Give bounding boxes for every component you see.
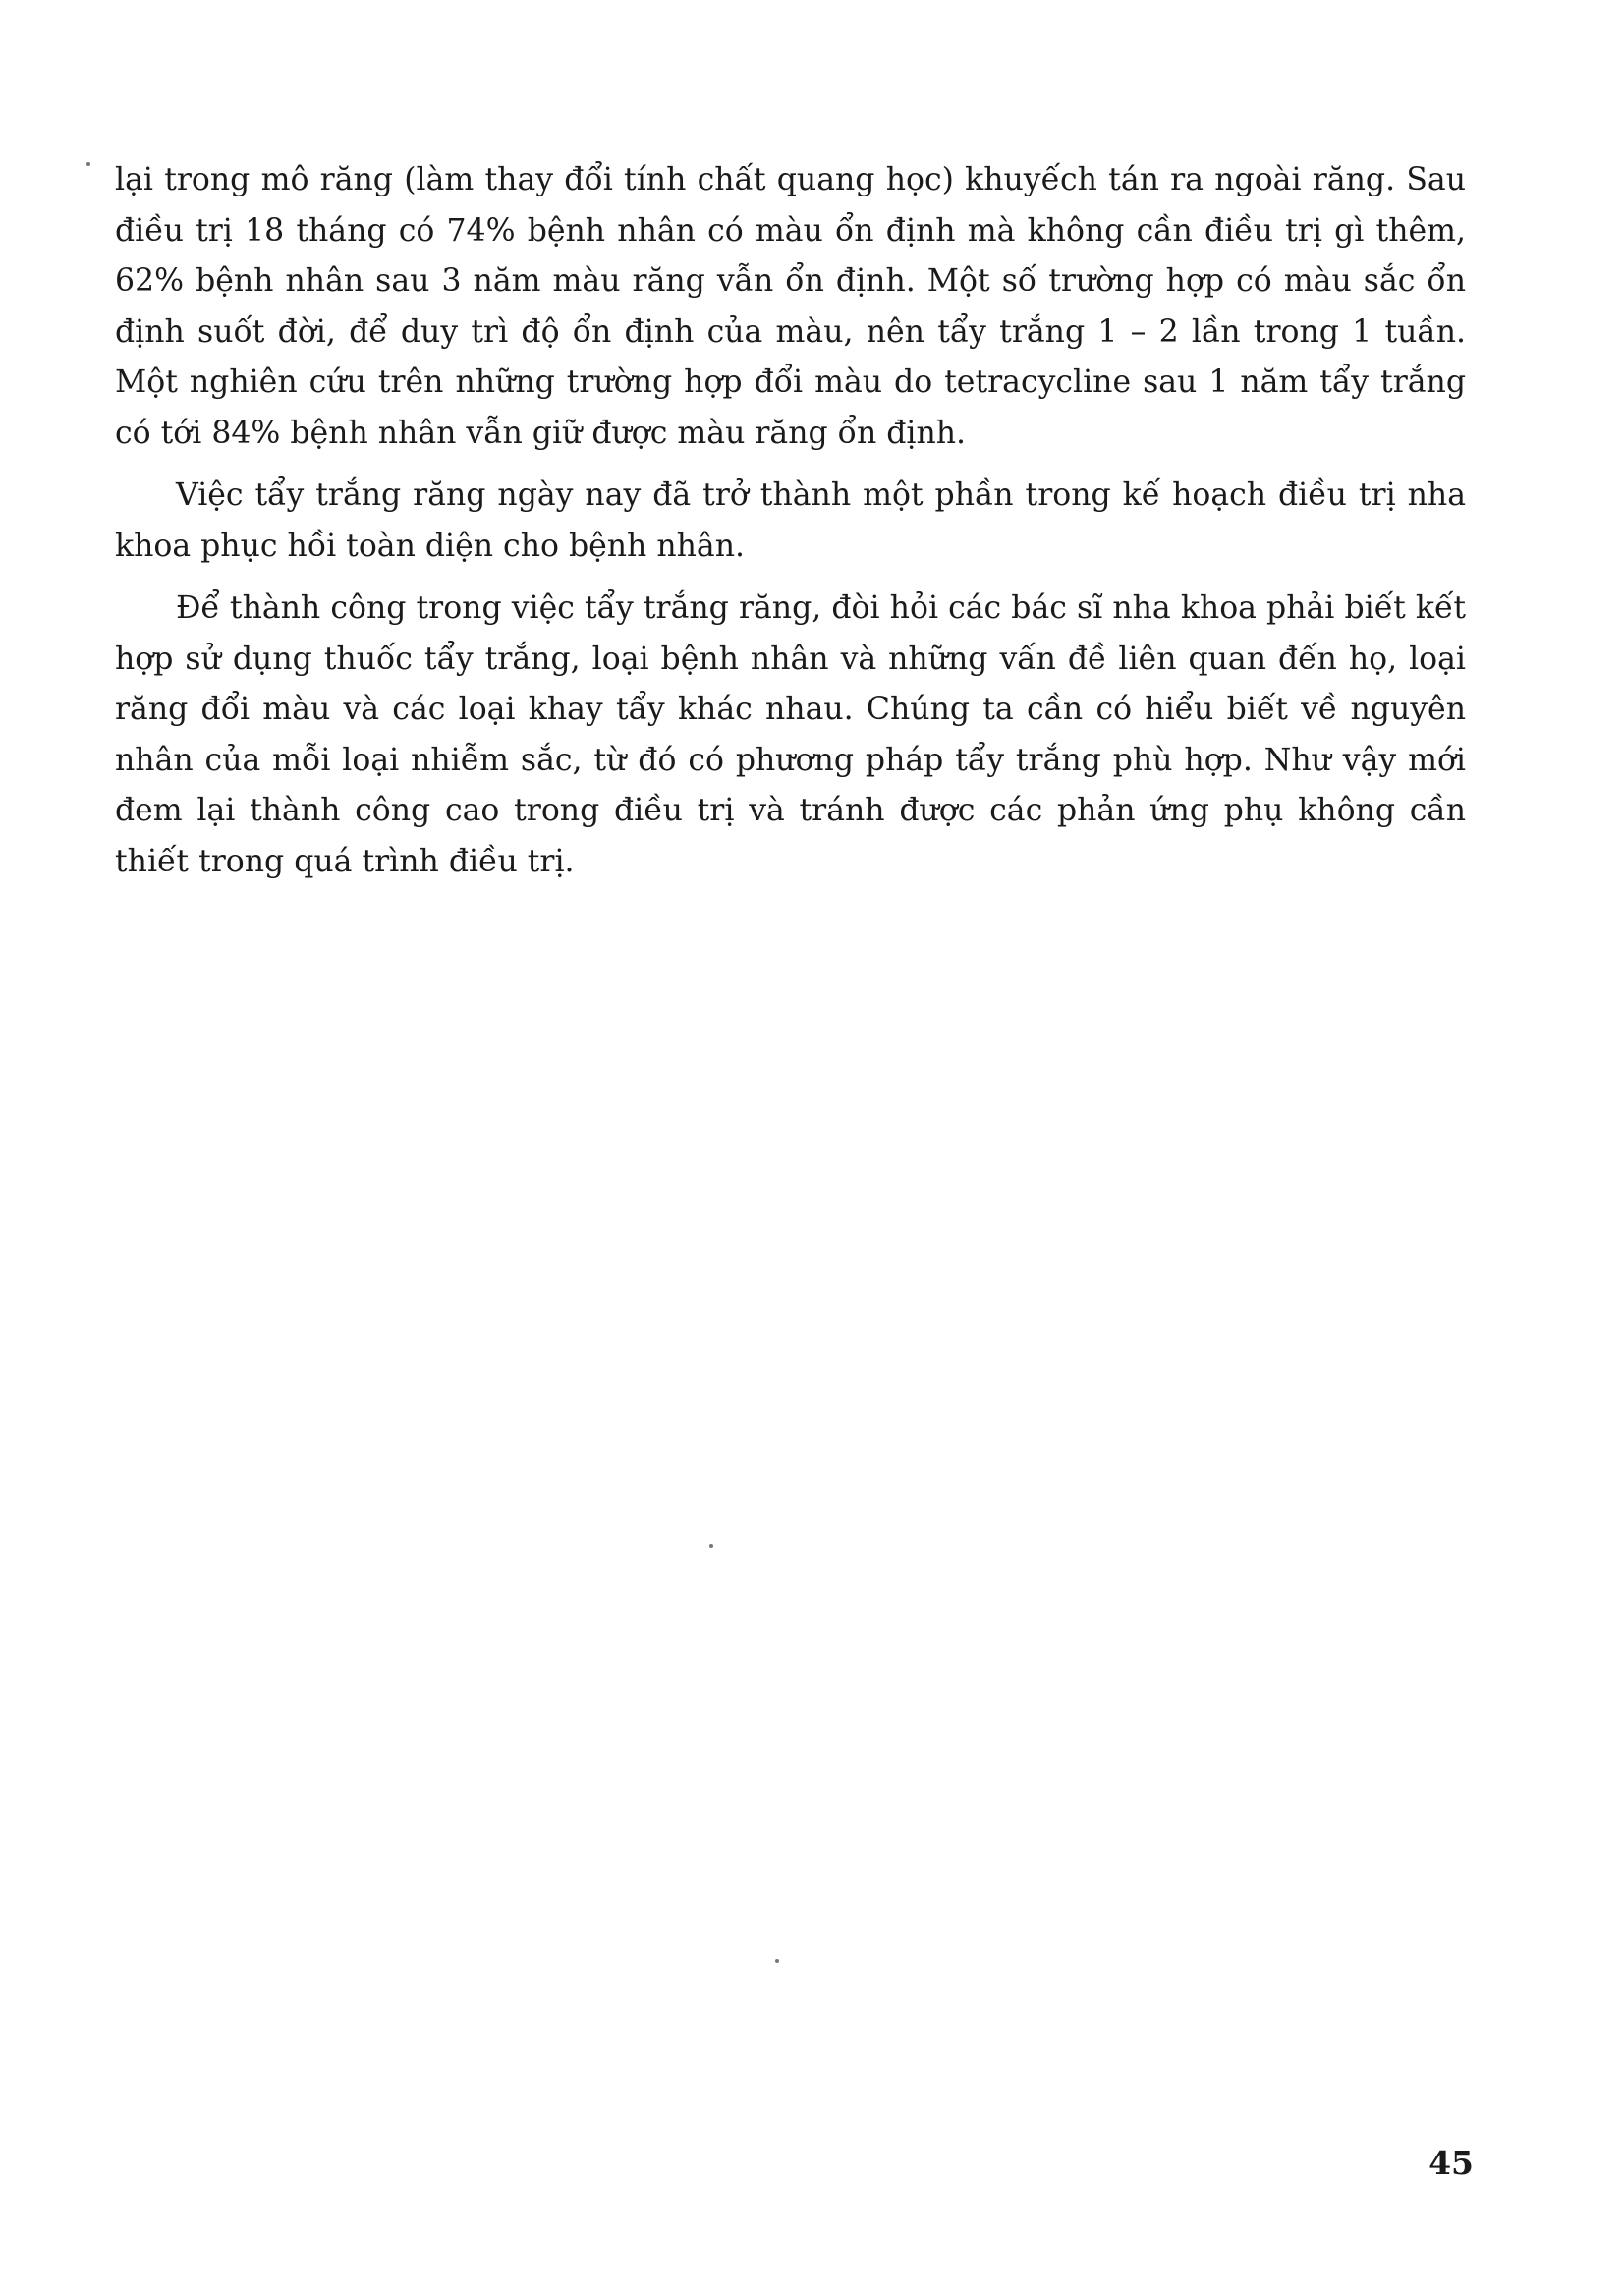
paragraph-continuation: lại trong mô răng (làm thay đổi tính chất quang học) khuyếch tán ra ngoài răng. Sau điều trị 18 tháng có 74% bệnh nhân có màu ổn định mà không cần điều trị gì thêm, 62% bệnh nhân sau 3 năm màu răng vẫn ổn định. Một số trường hợp có màu sắc ổn định suốt đời, để duy trì độ ổn định của màu, nên tẩy trắng 1 – 2 lần trong 1 tuần. Một nghiên cứu trên những trường hợp đổi màu do tetracycline sau 1 năm tẩy trắng có tới 84% bệnh nhân vẫn giữ được màu răng ổn định. bbox=[115, 162, 1466, 451]
paragraph-whitening-role: Việc tẩy trắng răng ngày nay đã trở thành một phần trong kế hoạch điều trị nha khoa phục hồi toàn diện cho bệnh nhân. bbox=[115, 477, 1466, 564]
scan-speck bbox=[86, 162, 90, 166]
page-number: 45 bbox=[1428, 2144, 1474, 2182]
body-text bbox=[115, 155, 1466, 899]
scan-speck bbox=[775, 1959, 779, 1963]
paragraph-success-factors: Để thành công trong việc tẩy trắng răng, đòi hỏi các bác sĩ nha khoa phải biết kết hợp sử dụng thuốc tẩy trắng, loại bệnh nhân và những vấn đề liên quan đến họ, loại răng đổi màu và các loại khay tẩy khác nhau. Chúng ta cần có hiểu biết về nguyên nhân của mỗi loại nhiễm sắc, từ đó có phương pháp tẩy trắng phù hợp. Như vậy mới đem lại thành công cao trong điều trị và tránh được các phản ứng phụ không cần thiết trong quá trình điều trị. bbox=[115, 590, 1466, 879]
scan-speck bbox=[709, 1544, 713, 1548]
